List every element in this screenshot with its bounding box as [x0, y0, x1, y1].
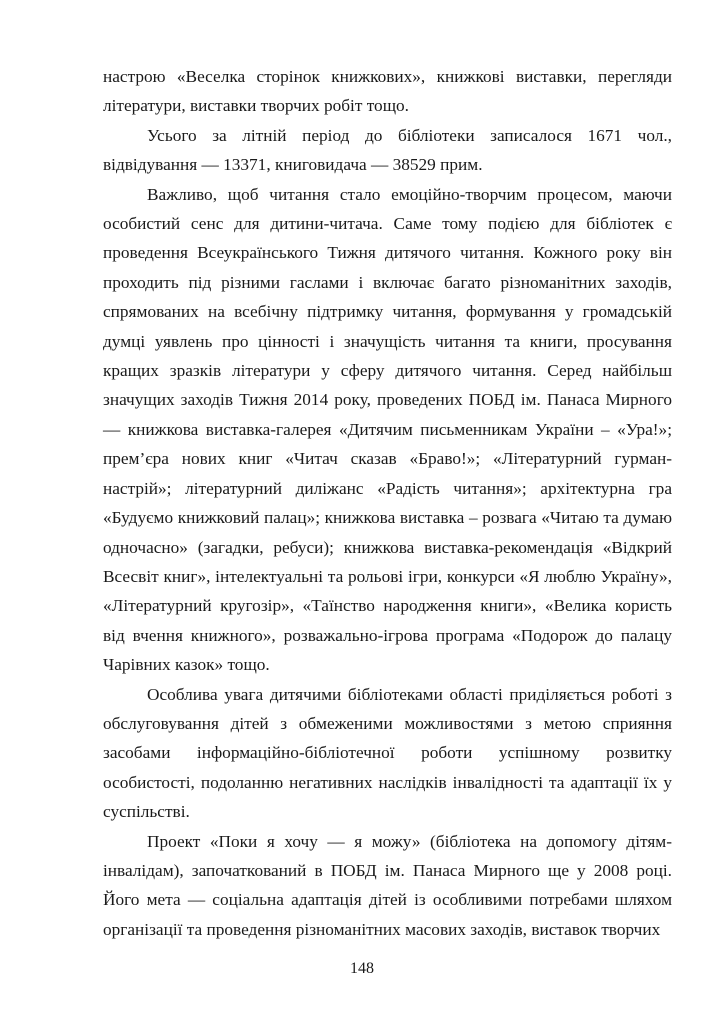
paragraph-summer-stats: Усього за літній період до бібліотеки записалося 1671 чол., відвідування — 13371, книговидача — 38529 прим. [103, 125, 672, 175]
paragraph-project: Проект «Поки я хочу — я можу» (бібліотека на допомогу дітям-інвалідам), започаткований в ПОБД ім. Панаса Мирного ще у 2008 році. Його мета — соціальна адаптація дітей із особливими потребами шляхом організації та проведення різноманітних масових заходів, виставок творчих [103, 831, 672, 939]
paragraph-special-needs: Особлива увага дитячими бібліотеками області приділяється роботі з обслуговування дітей з обмеженими можливостями з метою сприяння засобами інформаційно-бібліотечної роботи успішному розвитку особистості, подоланню негативних наслідків інвалідності та адаптації їх у суспільстві. [103, 684, 672, 822]
paragraph-continuation: настрою «Веселка сторінок книжкових», книжкові виставки, перегляди літератури, виставки творчих робіт тощо. [103, 67, 672, 116]
paragraph-reading-week: Важливо, щоб читання стало емоційно-творчим процесом, маючи особистий сенс для дитини-читача. Саме тому подією для бібліотек є проведення Всеукраїнського Тижня дитячого читання. Кожного року він проходить під різними гаслами і включає багато різноманітних заходів, спрямованих на всебічну підтримку читання, формування у громадській думці уявлень про цінності і значущість читання та книги, просування кращих зразків літератури у сферу дитячого читання. Серед найбільш значущих заходів Тижня 2014 року, проведених ПОБД ім. Панаса Мирного — книжкова виставка-галерея «Дитячим письменникам України – «Ура!»; прем’єра нових книг «Читач сказав «Браво!»; «Літературний гурман-настрій»; літературний диліжанс «Радість читання»; архітектурна гра «Будуємо книжковий палац»; книжкова виставка – розвага «Читаю та думаю одночасно» (загадки, ребуси); книжкова виставка-рекомендація «Відкрий Всесвіт книг», інтелектуальні та рольові ігри, конкурси «Я люблю Україну», «Літературний кругозір», «Таїнство народження книги», «Велика користь від вчення книжного», розважально-ігрова програма «Подорож до палацу Чарівних казок» тощо. [103, 184, 672, 675]
body-text [103, 62, 672, 944]
page-number: 148 [350, 960, 374, 977]
